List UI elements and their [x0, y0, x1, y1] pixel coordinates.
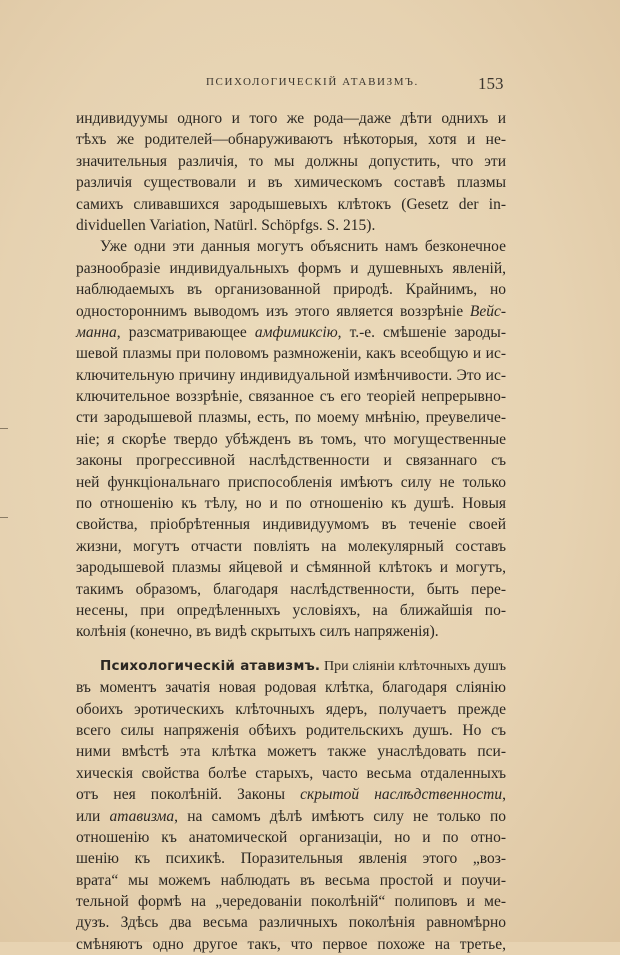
text-run: При сліяніи клѣточныхъ душъ: [320, 658, 506, 674]
text-line: въ моментъ зачатія новая родовая клѣтка, благодаря сліянію: [76, 679, 506, 697]
italic-term: Вейс-: [469, 302, 506, 320]
text-run: , на самомъ дѣлѣ имѣютъ силу не только по: [174, 807, 507, 825]
italic-term: манна: [76, 323, 117, 341]
text-line: такимъ образомъ, благодаря наслѣдственности, быть пере-: [76, 580, 506, 598]
paragraph-1: [76, 108, 506, 236]
text-line: тѣхъ же родителей—обнаруживаютъ нѣкоторыя, хотя и не-: [76, 131, 506, 149]
text-run: ,: [502, 786, 506, 804]
text-line: dividuellen Variation, Natürl. Schöpfgs. S. 215).: [76, 216, 376, 234]
text-line: колѣнія (конечно, въ видѣ скрытыхъ силъ напряженія).: [76, 623, 439, 641]
margin-mark: [0, 428, 8, 429]
text-line: разнообразіе индивидуальныхъ формъ и душевныхъ явленій,: [76, 259, 506, 277]
italic-term: амфимиксію: [254, 323, 338, 341]
text-line: сти зародышевой плазмы, есть, по моему мнѣнію, преувеличе-: [76, 409, 506, 427]
paragraph-2: [76, 236, 506, 642]
text-line: зародышевой плазмы яйцевой и сѣмянной клѣтокъ и могутъ,: [76, 559, 506, 577]
text-line: несены, при опредѣленныхъ условіяхъ, на ближайшія по-: [76, 601, 506, 619]
text-line: дузъ. Здѣсь два весьма различныхъ поколѣнія равномѣрно: [76, 914, 506, 932]
text-line: смѣняютъ одно другое такъ, что первое похоже на третье,: [76, 935, 506, 953]
text-line: [76, 656, 506, 677]
italic-term: атавизма: [109, 807, 175, 825]
text-line: [76, 301, 506, 322]
text-line: ней функціональнаго приспособленія имѣютъ силу не только: [76, 473, 506, 491]
text-line: шевой плазмы при половомъ размноженіи, какъ всеобщую и ис-: [76, 345, 506, 363]
text-line: самихъ сливавшихся зародышевыхъ клѣтокъ (Gesetz der in-: [76, 195, 506, 213]
text-run: одностороннимъ выводомъ изъ этого является воззрѣніе: [76, 302, 470, 320]
margin-mark: [0, 517, 8, 518]
text-line: различія существовали и въ химическомъ составѣ плазмы: [76, 174, 506, 192]
text-line: ключительное воззрѣніе, связанное съ его теоріей непрерывно-: [76, 388, 506, 406]
text-line: ними вмѣстѣ эта клѣтка можетъ также унаслѣдовать пси-: [76, 743, 506, 761]
text-line: [76, 784, 506, 805]
text-line: ключительную причину индивидуальной измѣнчивости. Это ис-: [76, 366, 506, 384]
text-line: ніе; я скорѣе твердо убѣжденъ въ томъ, что могущественные: [76, 430, 506, 448]
text-line: врата“ мы можемъ наблюдать въ весьма простой и поучи-: [76, 871, 506, 889]
text-line: шенію къ психикѣ. Поразительныя явленія этого „воз-: [76, 850, 506, 868]
text-line: обоихъ эротическихъ клѣточныхъ ядеръ, получаетъ прежде: [76, 700, 506, 718]
text-line: тельной формѣ на „чередованіи поколѣній“ полиповъ и ме-: [76, 893, 506, 911]
section-psychological-atavism: [76, 656, 506, 955]
text-line: [76, 322, 506, 343]
text-line: Уже одни эти данныя могутъ объяснить намъ безконечное: [100, 238, 506, 256]
text-run: , т.-е. смѣшеніе зароды-: [337, 323, 506, 341]
text-run: , разсматривающее: [116, 323, 255, 341]
section-title: Психологическій атавизмъ.: [100, 657, 321, 674]
text-line: [76, 806, 506, 827]
text-line: хическія свойства болѣе старыхъ, часто весьма отдаленныхъ: [76, 764, 506, 782]
page-number: 153: [478, 74, 504, 93]
text-run: отъ нея поколѣній. Законы: [76, 786, 301, 804]
text-line: свойства, пріобрѣтенныя индивидуумомъ въ теченіе своей: [76, 516, 506, 534]
text-run: или: [76, 807, 110, 825]
text-line: всего силы напряженія обѣихъ родительскихъ душъ. Но съ: [76, 721, 506, 739]
text-line: по отношенію къ тѣлу, но и по отношенію къ душѣ. Новыя: [76, 495, 506, 513]
text-line: законы прогрессивной наслѣдственности и связаннаго съ: [76, 452, 506, 470]
italic-term: скрытой наслѣдственности: [300, 786, 503, 804]
text-line: индивидуумы одного и того же рода—даже дѣти однихъ и: [76, 110, 506, 127]
running-head: ПСИХОЛОГИЧЕСКІЙ АТАВИЗМЪ.: [206, 76, 419, 88]
text-line: значительныя различія, то мы должны допустить, что эти: [76, 152, 506, 170]
text-line: жизни, могутъ отчасти повліять на молекулярный составъ: [76, 537, 506, 555]
text-line: отношенію къ анатомической организаціи, но и по отно-: [76, 828, 506, 846]
text-line: наблюдаемыхъ въ организованной природѣ. Крайнимъ, но: [76, 281, 506, 299]
body-text: [76, 108, 506, 955]
